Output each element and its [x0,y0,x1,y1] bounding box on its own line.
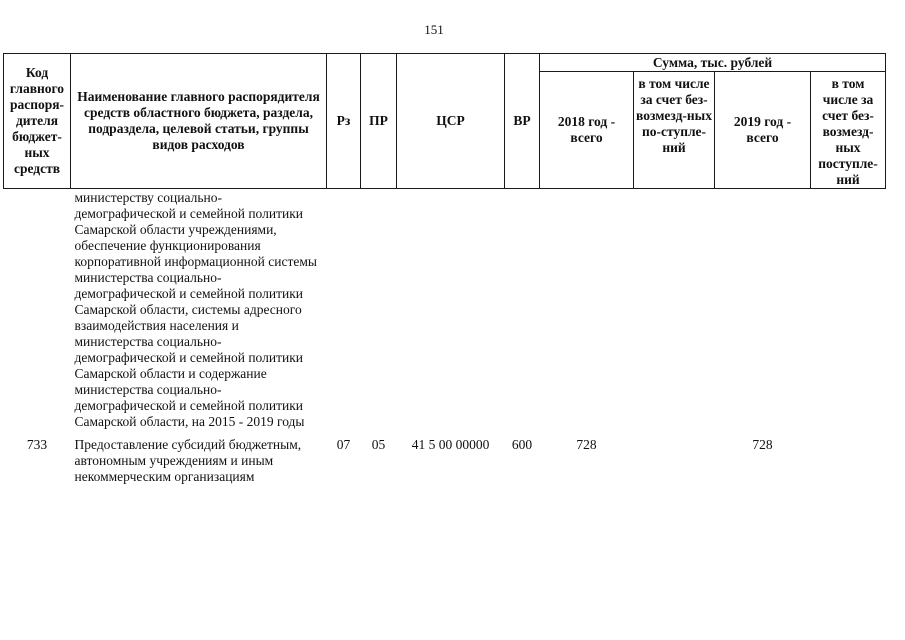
cell-2019-free [811,189,886,437]
cell-2018-total [540,189,634,437]
cell-code [4,189,71,437]
header-name: Наименование главного распорядителя средств областного бюджета, раздела, подраздела, целевой статьи, группы видов расходов [71,54,327,189]
cell-2018-free [634,436,715,485]
cell-vr: 600 [511,437,533,452]
header-2018-free: в том числе за счет без-возмезд-ных по-ступле-ний [634,72,715,189]
header-vr: ВР [505,54,540,189]
cell-2019-free [811,436,886,485]
cell-2019-total: 728 [752,437,773,452]
cell-2018-free [634,189,715,437]
cell-name: министерству социально-демографической и семейной политики Самарской области учреждениями, обеспечение функционирования корпоративной информационной системы министерства социально-демографической и семейной политики Самарской области, системы адресного взаимодействия населения и министерства социально-демографической и семейной политики Самарской области и содержание министерства социально-демографической и семейной политики Самарской области, на 2015 - 2019 годы [74,190,317,429]
header-rz: Рз [327,54,361,189]
cell-pr: 05 [371,437,386,452]
table-row [4,436,886,485]
table-header [4,54,886,189]
cell-pr [361,189,397,437]
header-csr: ЦСР [397,54,505,189]
table-row [4,189,886,437]
cell-csr [397,189,505,437]
cell-code: 733 [26,437,48,452]
header-2018-total: 2018 год - всего [540,72,634,189]
cell-vr [505,189,540,437]
cell-rz: 07 [336,437,351,452]
header-pr: ПР [361,54,397,189]
header-sum: Сумма, тыс. рублей [540,54,886,72]
budget-table [3,53,886,485]
page-number: 151 [424,22,444,37]
cell-2018-total: 728 [576,437,597,452]
header-code: Код главного распоря-дителя бюджет-ных средств [4,54,71,189]
cell-2019-total [715,189,811,437]
cell-name: Предоставление субсидий бюджетным, автономным учреждениям и иным некоммерческим организациям [74,437,302,484]
cell-rz [327,189,361,437]
header-2019-total: 2019 год - всего [715,72,811,189]
cell-csr: 41 5 00 00000 [411,437,490,452]
header-2019-free: в том числе за счет без-возмезд-ных поступле-ний [811,72,886,189]
